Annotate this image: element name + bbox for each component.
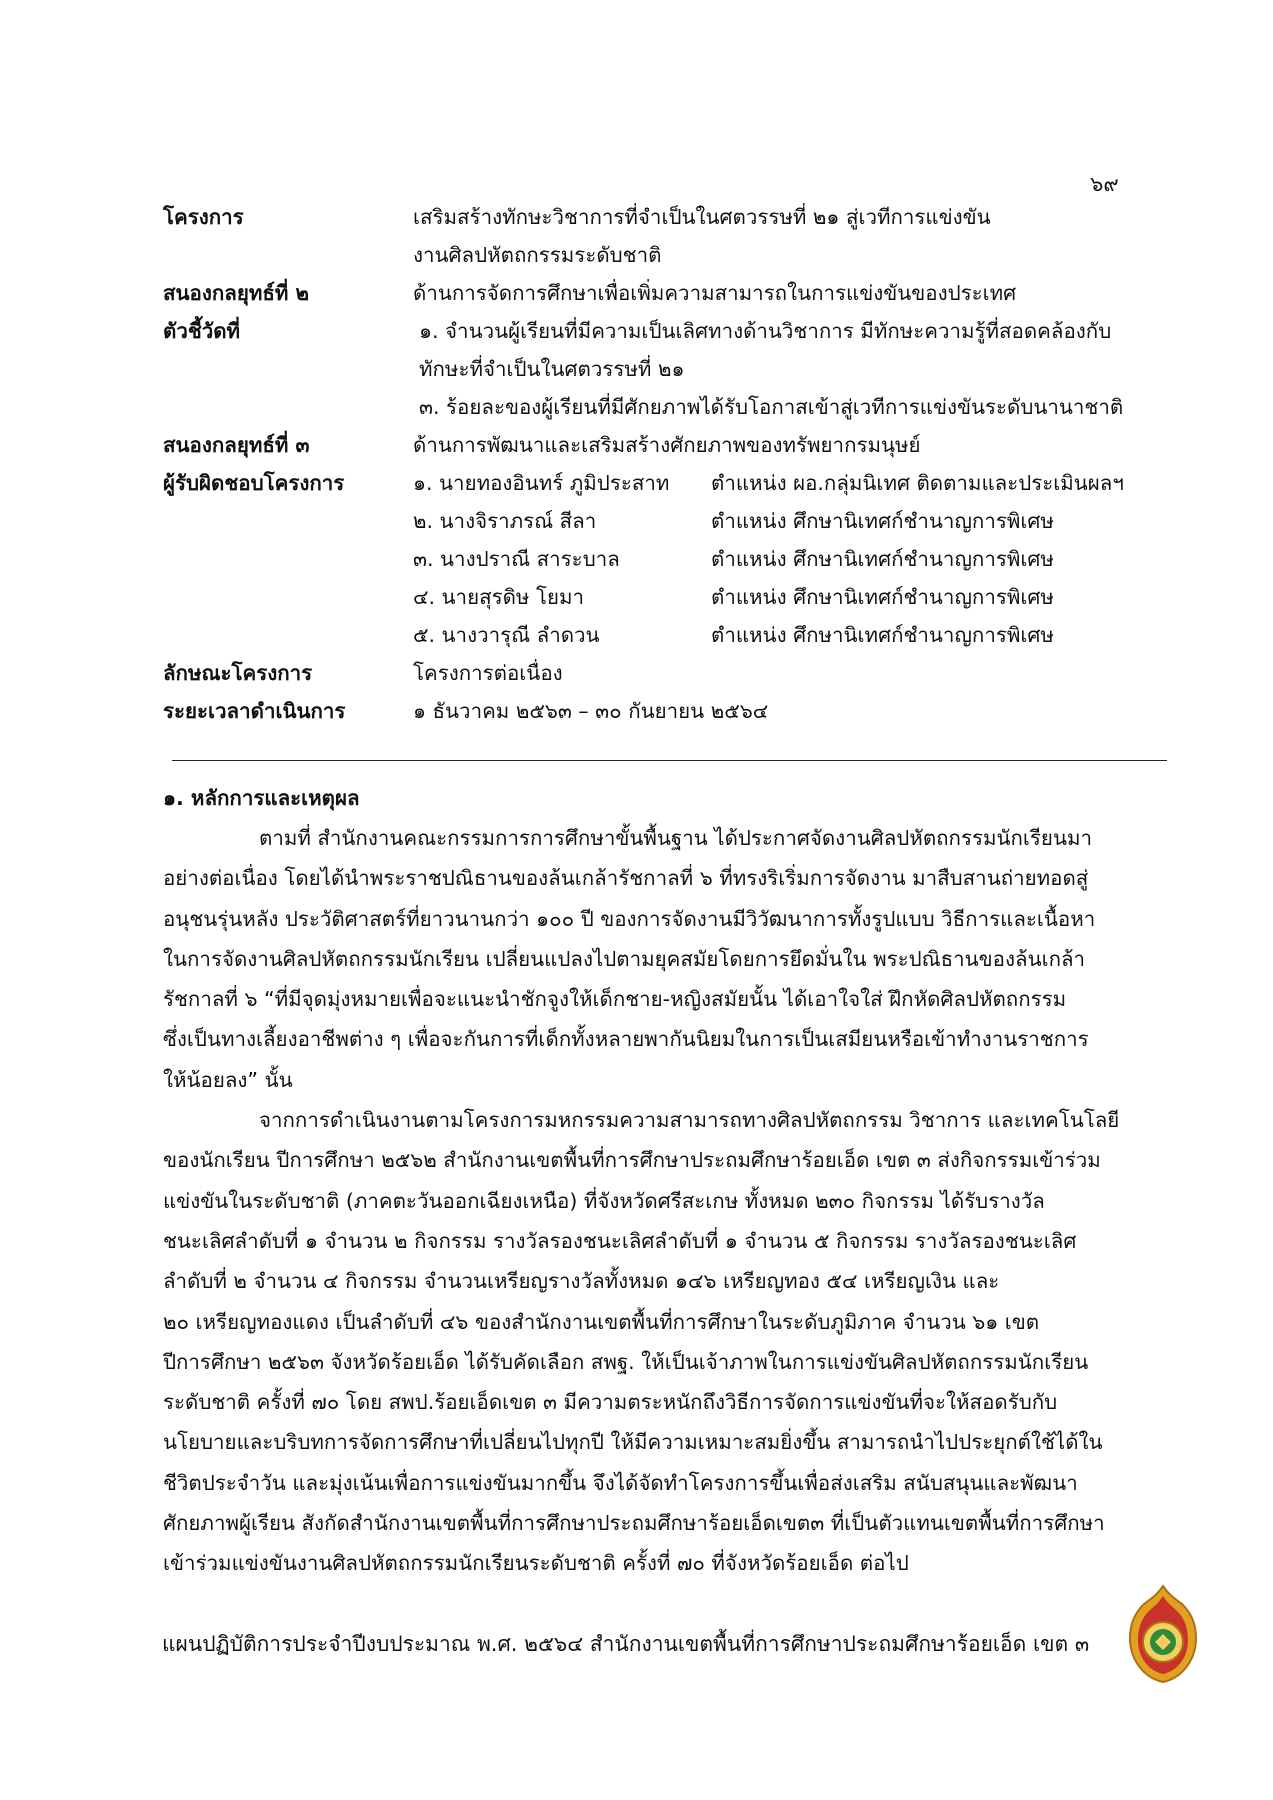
paragraph-line: นโยบายและบริบทการจัดการศึกษาที่เปลี่ยนไปทุกปี ให้มีความเหมาะสมยิ่งขึ้น สามารถนำไปประยุกต์ใช้ได้ใน: [163, 1430, 1103, 1455]
meta-row-duration: [163, 692, 1173, 730]
person-position: ตำแหน่ง ศึกษานิเทศก์ชำนาญการพิเศษ: [711, 585, 1054, 609]
paragraph-line: ตามที่ สำนักงานคณะกรรมการการศึกษาขั้นพื้นฐาน ได้ประกาศจัดงานศิลปหัตถกรรมนักเรียนมา: [259, 826, 1092, 850]
person-name: ๓. นางปราณี สาระบาล: [413, 547, 620, 571]
indicator-line: ๑. จำนวนผู้เรียนที่มีความเป็นเลิศทางด้านวิชาการ มีทักษะความรู้ที่สอดคล้องกับ: [419, 319, 1112, 343]
paragraph-2: [163, 1100, 1163, 1584]
paragraph-line: จากการดำเนินงานตามโครงการมหกรรมความสามารถทางศิลปหัตถกรรม วิชาการ และเทคโนโลยี: [259, 1108, 1120, 1133]
meta-value-nature: โครงการต่อเนื่อง: [413, 661, 563, 685]
meta-label-project: โครงการ: [163, 205, 244, 229]
paragraph-line: ศักยภาพผู้เรียน สังกัดสำนักงานเขตพื้นที่การศึกษาประถมศึกษาร้อยเอ็ดเขต๓ ที่เป็นตัวแทนเขตพื้นที่การศึกษา: [163, 1511, 1105, 1536]
paragraph-line: ระดับชาติ ครั้งที่ ๗๐ โดย สพป.ร้อยเอ็ดเขต ๓ มีความตระหนักถึงวิธีการจัดการแข่งขันที่จะให้สอดรับกับ: [163, 1390, 1058, 1415]
responsible-person: [413, 616, 1173, 654]
paragraph-line: แข่งขันในระดับชาติ (ภาคตะวันออกเฉียงเหนือ) ที่จังหวัดศรีสะเกษ ทั้งหมด ๒๓๐ กิจกรรม ได้รับรางวัล: [163, 1188, 1045, 1213]
meta-label-strategy-2: สนองกลยุทธ์ที่ ๒: [163, 281, 310, 305]
meta-row-strategy-3: [163, 426, 1173, 464]
meta-label-duration: ระยะเวลาดำเนินการ: [163, 699, 346, 723]
person-position: ตำแหน่ง ศึกษานิเทศก์ชำนาญการพิเศษ: [711, 623, 1054, 647]
person-position: ตำแหน่ง ศึกษานิเทศก์ชำนาญการพิเศษ: [711, 547, 1054, 571]
responsible-list: [413, 464, 1173, 654]
indicator-line: ๓. ร้อยละของผู้เรียนที่มีศักยภาพได้รับโอกาสเข้าสู่เวทีการแข่งขันระดับนานาชาติ: [419, 395, 1124, 419]
paragraph-line: รัชกาลที่ ๖ “ที่มีจุดมุ่งหมายเพื่อจะแนะนำชักจูงให้เด็กชาย-หญิงสมัยนั้น ได้เอาใจใส่ ฝึกหัดศิลปหัตถกรรม: [163, 987, 1067, 1012]
person-name: ๒. นางจิราภรณ์ สีลา: [413, 509, 597, 533]
person-position: ตำแหน่ง ผอ.กลุ่มนิเทศ ติดตามและประเมินผลฯ: [711, 471, 1124, 495]
paragraph-line: อนุชนรุ่นหลัง ประวัติศาสตร์ที่ยาวนานกว่า ๑๐๐ ปี ของการจัดงานมีวิวัฒนาการทั้งรูปแบบ วิธีการและเนื้อหา: [163, 906, 1096, 931]
meta-label-responsible: ผู้รับผิดชอบโครงการ: [163, 471, 345, 495]
paragraph-line: ชีวิตประจำวัน และมุ่งเน้นเพื่อการแข่งขันมากขึ้น จึงได้จัดทำโครงการขึ้นเพื่อส่งเสริม สนับสนุนและพัฒนา: [163, 1470, 1078, 1495]
responsible-person: [413, 540, 1173, 578]
project-line: เสริมสร้างทักษะวิชาการที่จำเป็นในศตวรรษที่ ๒๑ สู่เวทีการแข่งขัน: [413, 205, 991, 229]
project-line: งานศิลปหัตถกรรมระดับชาติ: [413, 243, 662, 267]
meta-value-project: [413, 198, 1173, 274]
indicator-line: ทักษะที่จำเป็นในศตวรรษที่ ๒๑: [419, 357, 685, 381]
responsible-person: [413, 502, 1173, 540]
person-name: ๔. นายสุรดิษ โยมา: [413, 585, 584, 609]
paragraph-line: ปีการศึกษา ๒๕๖๓ จังหวัดร้อยเอ็ด ได้รับคัดเลือก สพฐ. ให้เป็นเจ้าภาพในการแข่งขันศิลปหัตถกรรมนักเรียน: [163, 1349, 1089, 1374]
obec-emblem-icon: [1122, 1582, 1204, 1686]
responsible-person: [413, 578, 1173, 616]
person-position: ตำแหน่ง ศึกษานิเทศก์ชำนาญการพิเศษ: [711, 509, 1054, 533]
person-name: ๕. นางวารุณี ลำดวน: [413, 623, 600, 647]
meta-label-strategy-3: สนองกลยุทธ์ที่ ๓: [163, 433, 310, 457]
section-title: ๑. หลักการและเหตุผล: [163, 786, 360, 810]
meta-value-duration: ๑ ธันวาคม ๒๕๖๓ – ๓๐ กันยายน ๒๕๖๔: [413, 699, 769, 723]
paragraph-line: ชนะเลิศลำดับที่ ๑ จำนวน ๒ กิจกรรม รางวัลรองชนะเลิศลำดับที่ ๑ จำนวน ๕ กิจกรรม รางวัลรองชนะเลิศ: [163, 1228, 1077, 1253]
responsible-person: [413, 464, 1173, 502]
meta-label-indicators: ตัวชี้วัดที่: [163, 319, 241, 343]
project-meta: [163, 198, 1173, 730]
page-number: ๖๙: [1090, 172, 1119, 196]
paragraph-line: ในการจัดงานศิลปหัตถกรรมนักเรียน เปลี่ยนแปลงไปตามยุคสมัยโดยการยึดมั่นใน พระปณิธานของล้นเกล้า: [163, 946, 1086, 971]
meta-row-responsible: [163, 464, 1173, 654]
paragraph-line: ให้น้อยลง” นั้น: [163, 1067, 293, 1092]
meta-row-strategy-2: [163, 274, 1173, 312]
footer-text: แผนปฏิบัติการประจำปีงบประมาณ พ.ศ. ๒๕๖๔ สำนักงานเขตพื้นที่การศึกษาประถมศึกษาร้อยเอ็ด เขต ๓: [162, 1632, 1090, 1656]
person-name: ๑. นายทองอินทร์ ภูมิประสาท: [413, 471, 670, 495]
paragraph-line: เข้าร่วมแข่งขันงานศิลปหัตถกรรมนักเรียนระดับชาติ ครั้งที่ ๗๐ ที่จังหวัดร้อยเอ็ด ต่อไป: [163, 1551, 909, 1576]
section-principles: [163, 778, 1163, 1584]
meta-value-strategy-3: ด้านการพัฒนาและเสริมสร้างศักยภาพของทรัพยากรมนุษย์: [413, 433, 921, 457]
meta-row-nature: [163, 654, 1173, 692]
meta-value-strategy-2: ด้านการจัดการศึกษาเพื่อเพิ่มความสามารถในการแข่งขันของประเทศ: [413, 281, 1017, 305]
paragraph-line: ของนักเรียน ปีการศึกษา ๒๕๖๒ สำนักงานเขตพื้นที่การศึกษาประถมศึกษาร้อยเอ็ด เขต ๓ ส่งกิจกรรมเข้าร่วม: [163, 1148, 1101, 1173]
meta-value-indicators: [413, 312, 1173, 426]
paragraph-line: ลำดับที่ ๒ จำนวน ๔ กิจกรรม จำนวนเหรียญรางวัลทั้งหมด ๑๔๖ เหรียญทอง ๕๔ เหรียญเงิน และ: [163, 1269, 1000, 1294]
meta-row-project: [163, 198, 1173, 274]
meta-row-indicators: [163, 312, 1173, 426]
meta-label-nature: ลักษณะโครงการ: [163, 661, 313, 685]
paragraph-line: ซึ่งเป็นทางเลี้ยงอาชีพต่าง ๆ เพื่อจะกันการที่เด็กทั้งหลายพากันนิยมในการเป็นเสมียนหรือเข้าทำงานราชการ: [163, 1027, 1089, 1052]
paragraph-1: [163, 818, 1163, 1100]
paragraph-line: ๒๐ เหรียญทองแดง เป็นลำดับที่ ๔๖ ของสำนักงานเขตพื้นที่การศึกษาในระดับภูมิภาค จำนวน ๖๑ เขต: [163, 1309, 1040, 1334]
paragraph-line: อย่างต่อเนื่อง โดยได้นำพระราชปณิธานของล้นเกล้ารัชกาลที่ ๖ ที่ทรงริเริ่มการจัดงาน มาสืบสานถ่ายทอดสู่: [163, 866, 1089, 891]
divider-rule: [172, 760, 1167, 761]
